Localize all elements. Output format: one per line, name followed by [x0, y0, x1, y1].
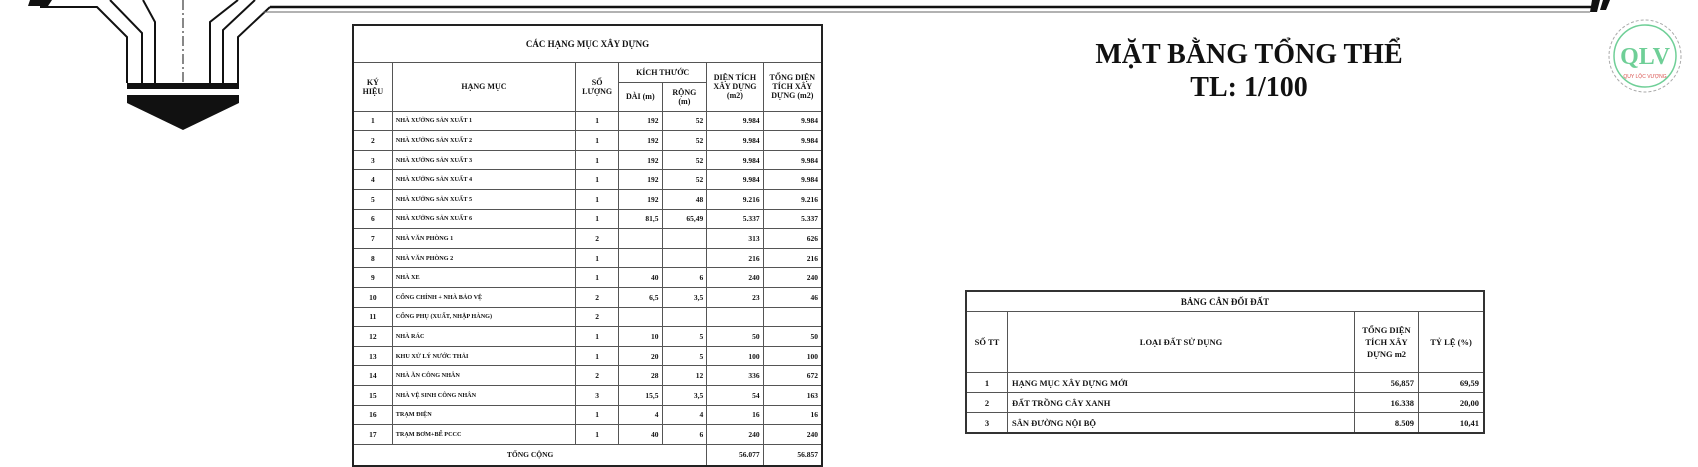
row-area: 9.984 [707, 170, 763, 190]
row-width: 52 [662, 170, 707, 190]
row-width [662, 229, 707, 249]
site-plan-drawing-fragment [0, 0, 1698, 140]
row-area: 313 [707, 229, 763, 249]
header-ty-le: TỶ LỆ (%) [1419, 312, 1485, 373]
table-row [353, 248, 822, 268]
row-qty: 1 [576, 131, 619, 151]
row-length: 192 [619, 150, 662, 170]
row-length: 15,5 [619, 385, 662, 405]
row-area [707, 307, 763, 327]
row-width: 12 [662, 366, 707, 386]
drawing-title-main: MẶT BẰNG TỔNG THỂ [1095, 39, 1403, 70]
row-area: 9.216 [707, 189, 763, 209]
row-name: NHÀ XƯỞNG SẢN XUẤT 5 [392, 189, 575, 209]
row-name: NHÀ XƯỞNG SẢN XUẤT 3 [392, 150, 575, 170]
row-id: 6 [353, 209, 392, 229]
table-row [353, 131, 822, 151]
row-length: 192 [619, 111, 662, 131]
row-width: 6 [662, 268, 707, 288]
total-label: TỔNG CỘNG [353, 444, 707, 466]
row-width: 48 [662, 189, 707, 209]
table-row [353, 327, 822, 347]
table-row [966, 373, 1484, 393]
row-width: 52 [662, 111, 707, 131]
row-id: 10 [353, 287, 392, 307]
header-dai: DÀI (m) [619, 82, 662, 111]
row-ratio: 69,59 [1419, 373, 1485, 393]
row-qty: 1 [576, 150, 619, 170]
construction-table-title: CÁC HẠNG MỤC XÂY DỰNG [353, 25, 822, 63]
row-width: 5 [662, 327, 707, 347]
table-row [353, 170, 822, 190]
row-width: 65,49 [662, 209, 707, 229]
row-id: 14 [353, 366, 392, 386]
row-length: 40 [619, 425, 662, 445]
row-name: ĐẤT TRỒNG CÂY XANH [1008, 393, 1355, 413]
table-row [353, 307, 822, 327]
row-qty: 1 [576, 425, 619, 445]
row-id: 15 [353, 385, 392, 405]
row-length: 81,5 [619, 209, 662, 229]
row-id: 13 [353, 346, 392, 366]
row-qty: 1 [576, 189, 619, 209]
row-length: 192 [619, 170, 662, 190]
row-qty: 2 [576, 287, 619, 307]
row-name: NHÀ XƯỞNG SẢN XUẤT 1 [392, 111, 575, 131]
header-kich-thuoc: KÍCH THƯỚC [619, 63, 707, 83]
row-total: 672 [763, 366, 822, 386]
row-width: 6 [662, 425, 707, 445]
row-length: 192 [619, 131, 662, 151]
row-length [619, 229, 662, 249]
row-name: TRẠM ĐIỆN [392, 405, 575, 425]
row-area: 100 [707, 346, 763, 366]
header-so-luong: SỐ LƯỢNG [576, 63, 619, 112]
row-area: 16.338 [1355, 393, 1419, 413]
row-name: KHU XỬ LÝ NƯỚC THẢI [392, 346, 575, 366]
table-row [353, 385, 822, 405]
svg-text:QLV: QLV [1620, 44, 1670, 70]
row-qty: 1 [576, 346, 619, 366]
row-width [662, 307, 707, 327]
row-name: NHÀ VĂN PHÒNG 2 [392, 248, 575, 268]
row-qty: 2 [576, 229, 619, 249]
row-name: NHÀ RÁC [392, 327, 575, 347]
table-row [353, 150, 822, 170]
row-width: 3,5 [662, 385, 707, 405]
table-row [353, 209, 822, 229]
row-ratio: 20,00 [1419, 393, 1485, 413]
row-id: 1 [966, 373, 1008, 393]
land-balance-table [965, 290, 1485, 434]
header-tong-dien-tich: TỔNG DIỆN TÍCH XÂY DỰNG (m2) [763, 63, 822, 112]
row-id: 4 [353, 170, 392, 190]
row-area: 56,857 [1355, 373, 1419, 393]
header-hang-muc: HẠNG MỤC [392, 63, 575, 112]
row-id: 3 [966, 413, 1008, 434]
row-total: 46 [763, 287, 822, 307]
row-qty: 1 [576, 170, 619, 190]
row-id: 9 [353, 268, 392, 288]
row-id: 8 [353, 248, 392, 268]
row-qty: 1 [576, 405, 619, 425]
row-length [619, 307, 662, 327]
total-sum: 56.857 [763, 444, 822, 466]
table-row [353, 366, 822, 386]
row-name: NHÀ XƯỞNG SẢN XUẤT 6 [392, 209, 575, 229]
row-total: 9.216 [763, 189, 822, 209]
total-area: 56.077 [707, 444, 763, 466]
row-length [619, 248, 662, 268]
row-area: 240 [707, 425, 763, 445]
row-qty: 1 [576, 268, 619, 288]
row-total: 216 [763, 248, 822, 268]
row-name: CỔNG PHỤ (XUẤT, NHẬP HÀNG) [392, 307, 575, 327]
row-total: 9.984 [763, 111, 822, 131]
row-id: 1 [353, 111, 392, 131]
row-width: 5 [662, 346, 707, 366]
row-qty: 1 [576, 248, 619, 268]
qlv-logo [1605, 16, 1685, 96]
row-id: 16 [353, 405, 392, 425]
table-row [353, 287, 822, 307]
table-row [353, 111, 822, 131]
row-width [662, 248, 707, 268]
header-tong-dien-tich-xd: TỔNG DIỆN TÍCH XÂY DỰNG m2 [1355, 312, 1419, 373]
row-area: 16 [707, 405, 763, 425]
table-row [353, 229, 822, 249]
row-length: 20 [619, 346, 662, 366]
table-row [353, 189, 822, 209]
row-total: 50 [763, 327, 822, 347]
row-qty: 2 [576, 366, 619, 386]
row-total: 240 [763, 268, 822, 288]
header-so-tt: SỐ TT [966, 312, 1008, 373]
row-qty: 1 [576, 111, 619, 131]
row-id: 2 [353, 131, 392, 151]
row-id: 12 [353, 327, 392, 347]
row-area: 8.509 [1355, 413, 1419, 434]
row-total: 100 [763, 346, 822, 366]
row-width: 52 [662, 131, 707, 151]
row-name: TRẠM BƠM+BỂ PCCC [392, 425, 575, 445]
row-qty: 2 [576, 307, 619, 327]
svg-text:QUY LỘC VƯỢNG: QUY LỘC VƯỢNG [1623, 74, 1667, 80]
row-area: 23 [707, 287, 763, 307]
row-area: 9.984 [707, 111, 763, 131]
row-name: NHÀ VĂN PHÒNG 1 [392, 229, 575, 249]
row-area: 9.984 [707, 150, 763, 170]
row-area: 9.984 [707, 131, 763, 151]
construction-items-table [352, 24, 823, 467]
table-row [966, 413, 1484, 434]
row-name: NHÀ ĂN CÔNG NHÂN [392, 366, 575, 386]
header-ky-hieu: KÝ HIỆU [353, 63, 392, 112]
row-area: 50 [707, 327, 763, 347]
row-total: 5.337 [763, 209, 822, 229]
row-length: 6,5 [619, 287, 662, 307]
row-length: 40 [619, 268, 662, 288]
row-ratio: 10,41 [1419, 413, 1485, 434]
row-qty: 3 [576, 385, 619, 405]
table-row [353, 405, 822, 425]
row-length: 4 [619, 405, 662, 425]
row-id: 5 [353, 189, 392, 209]
header-loai-dat: LOẠI ĐẤT SỬ DỤNG [1008, 312, 1355, 373]
row-id: 11 [353, 307, 392, 327]
row-name: NHÀ XƯỞNG SẢN XUẤT 2 [392, 131, 575, 151]
row-total: 9.984 [763, 150, 822, 170]
table-row [353, 268, 822, 288]
row-total: 163 [763, 385, 822, 405]
row-name: NHÀ XƯỞNG SẢN XUẤT 4 [392, 170, 575, 190]
row-name: NHÀ VỆ SINH CÔNG NHÂN [392, 385, 575, 405]
row-total: 16 [763, 405, 822, 425]
row-area: 240 [707, 268, 763, 288]
row-name: CỔNG CHÍNH + NHÀ BẢO VỆ [392, 287, 575, 307]
row-id: 17 [353, 425, 392, 445]
table-row [353, 425, 822, 445]
row-total: 9.984 [763, 170, 822, 190]
row-width: 4 [662, 405, 707, 425]
row-id: 2 [966, 393, 1008, 413]
row-area: 216 [707, 248, 763, 268]
header-rong: RỘNG (m) [662, 82, 707, 111]
row-area: 54 [707, 385, 763, 405]
row-total [763, 307, 822, 327]
row-width: 52 [662, 150, 707, 170]
table-row [353, 346, 822, 366]
row-total: 9.984 [763, 131, 822, 151]
row-id: 3 [353, 150, 392, 170]
drawing-title [1073, 38, 1425, 104]
drawing-scale: TL: 1/100 [1190, 72, 1308, 103]
row-total: 626 [763, 229, 822, 249]
row-name: SÂN ĐƯỜNG NỘI BỘ [1008, 413, 1355, 434]
header-dien-tich: DIỆN TÍCH XÂY DỰNG (m2) [707, 63, 763, 112]
row-qty: 1 [576, 209, 619, 229]
row-total: 240 [763, 425, 822, 445]
row-length: 28 [619, 366, 662, 386]
row-width: 3,5 [662, 287, 707, 307]
land-balance-title: BẢNG CÂN ĐỐI ĐẤT [966, 291, 1484, 312]
row-length: 10 [619, 327, 662, 347]
row-qty: 1 [576, 327, 619, 347]
row-length: 192 [619, 189, 662, 209]
row-name: HẠNG MỤC XÂY DỰNG MỚI [1008, 373, 1355, 393]
row-id: 7 [353, 229, 392, 249]
table-row [966, 393, 1484, 413]
row-area: 336 [707, 366, 763, 386]
row-area: 5.337 [707, 209, 763, 229]
row-name: NHÀ XE [392, 268, 575, 288]
